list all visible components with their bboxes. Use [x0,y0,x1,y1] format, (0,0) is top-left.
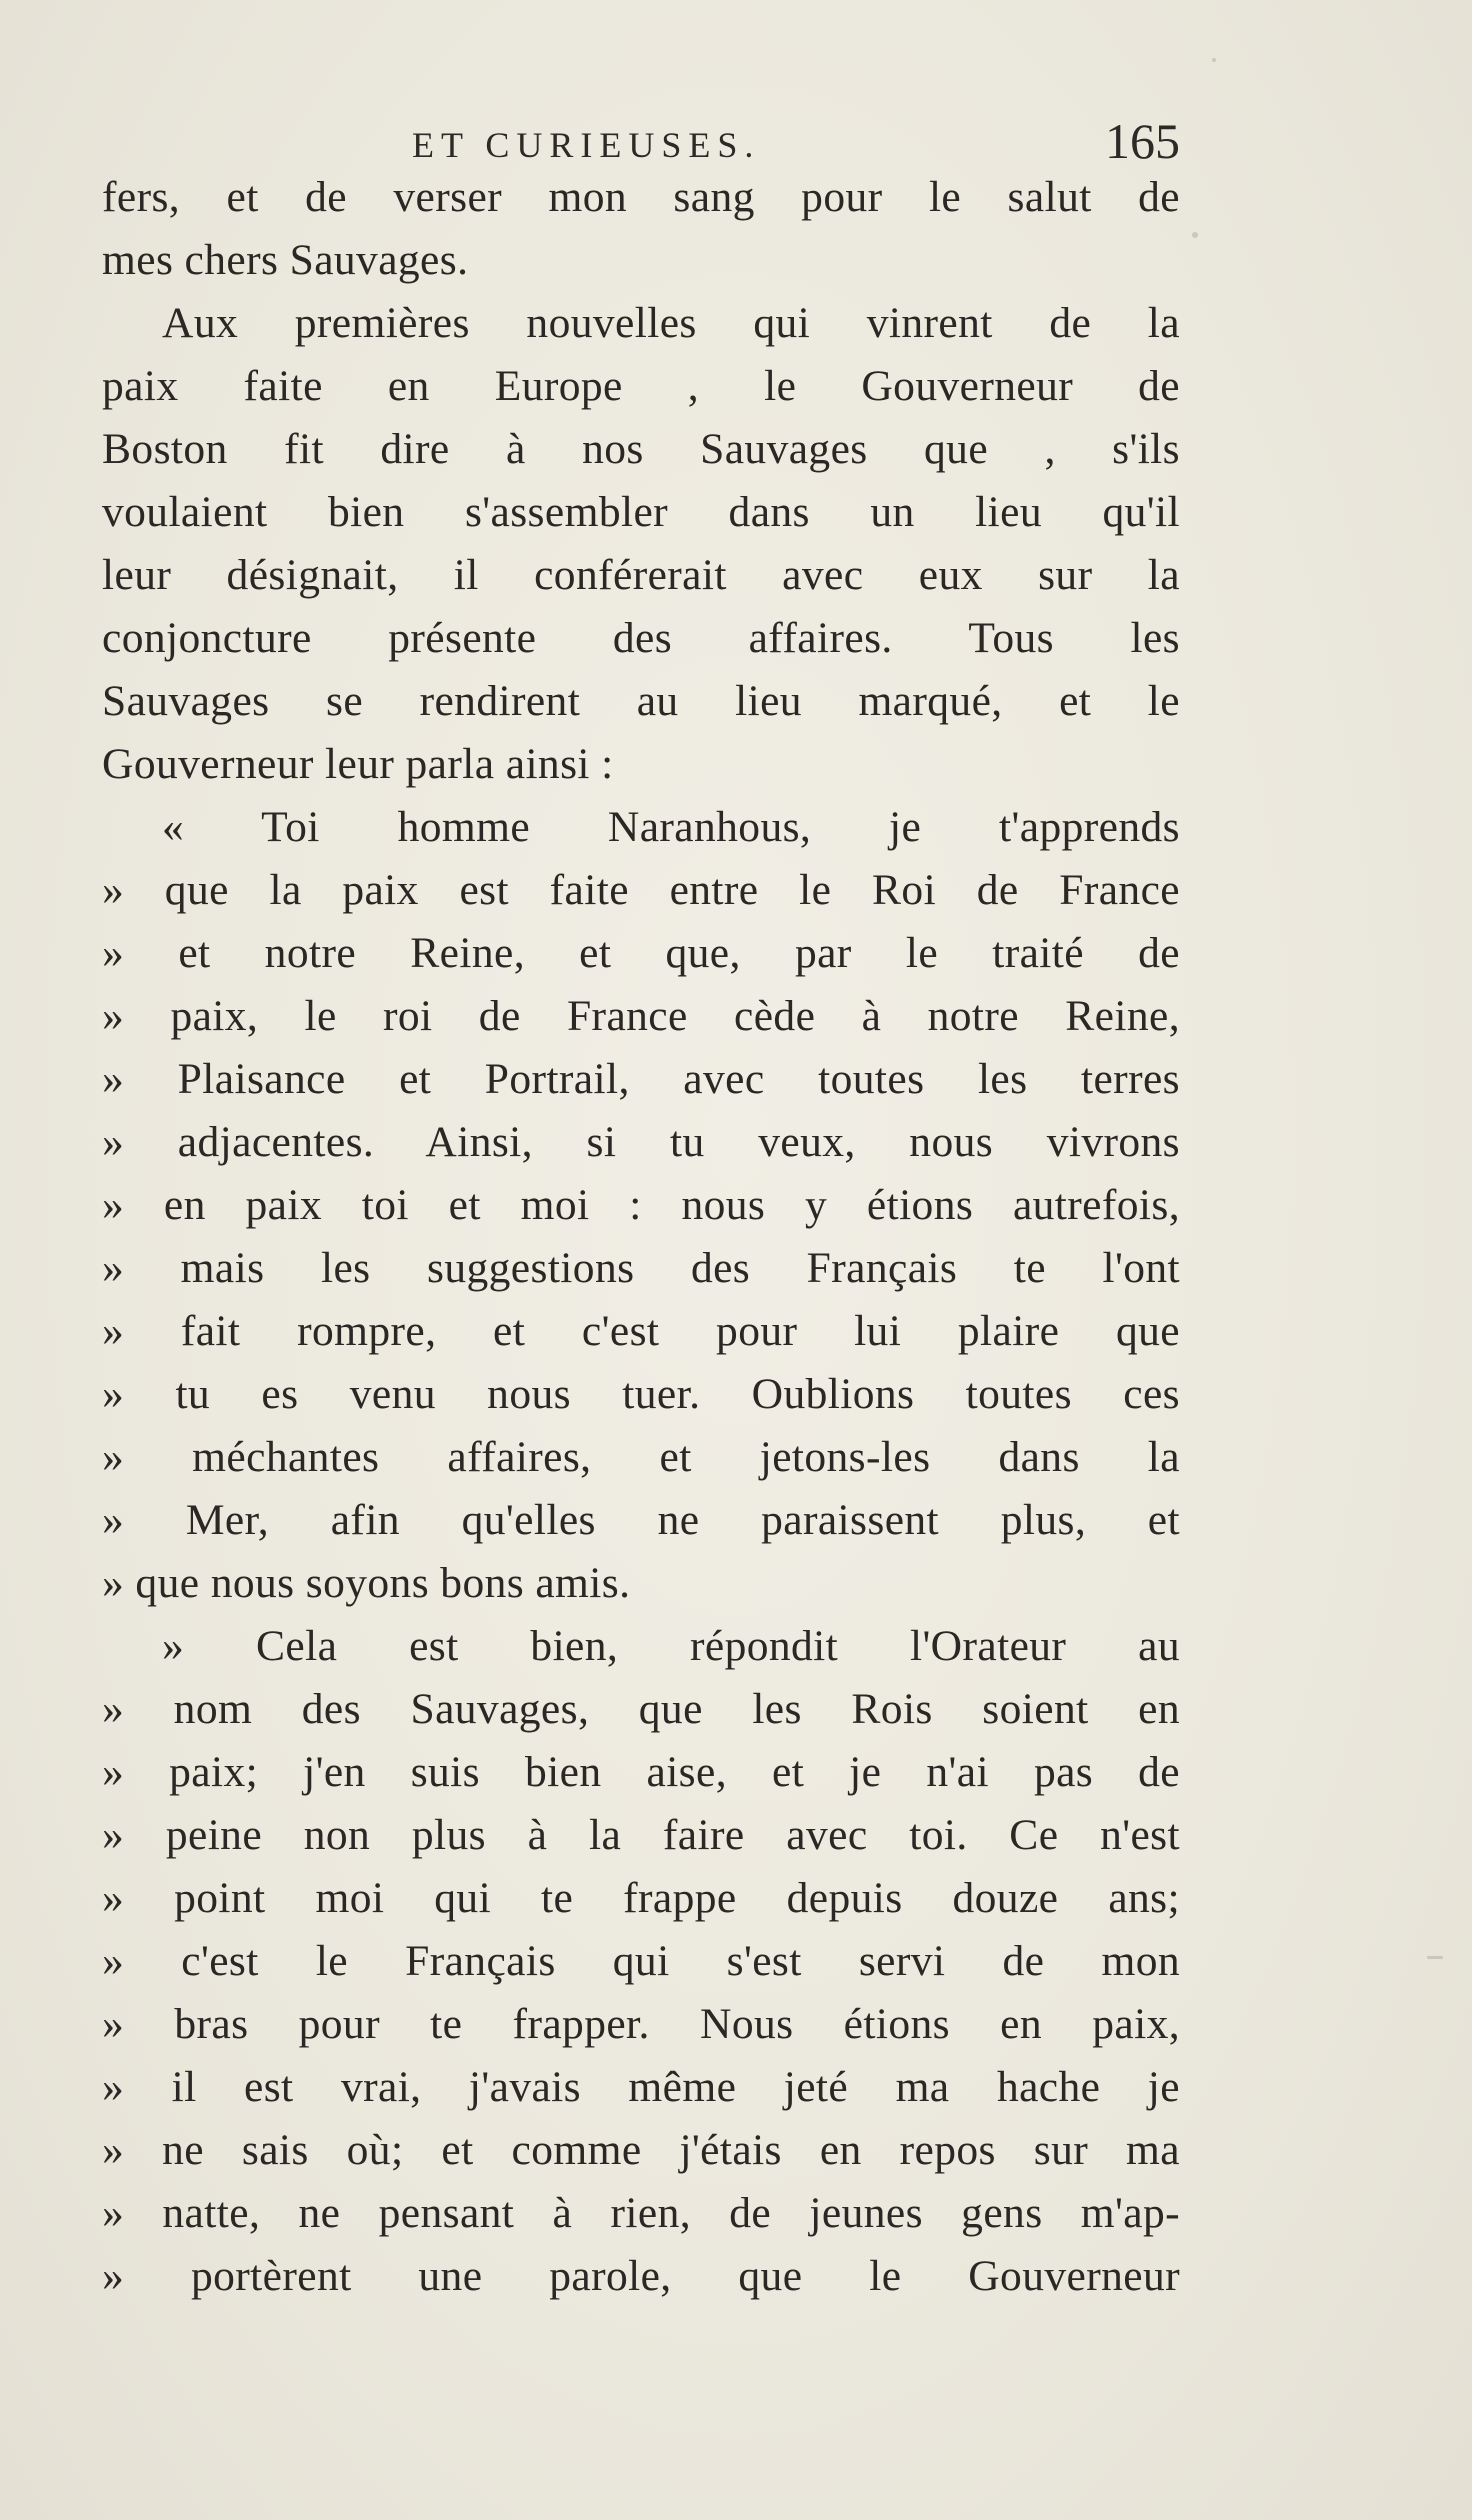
text-line: » fait rompre, et c'est pour lui plaire que [102,1307,1180,1355]
paper-speck [1192,232,1198,238]
text-line: Sauvages se rendirent au lieu marqué, et le [102,677,1180,725]
text-line: » Cela est bien, répondit l'Orateur au [162,1622,1180,1670]
paper-speck [1212,58,1216,62]
text-line: » ne sais où; et comme j'étais en repos sur ma [102,2126,1180,2174]
text-line: » point moi qui te frappe depuis douze ans; [102,1874,1180,1922]
text-line: Boston fit dire à nos Sauvages que , s'ils [102,425,1180,473]
text-line: » Plaisance et Portrail, avec toutes les terres [102,1055,1180,1103]
text-line: » natte, ne pensant à rien, de jeunes gens m'ap- [102,2189,1180,2237]
text-line: » portèrent une parole, que le Gouverneur [102,2252,1180,2300]
text-line: » nom des Sauvages, que les Rois soient en [102,1685,1180,1733]
text-line: » que la paix est faite entre le Roi de France [102,866,1180,914]
text-line: » peine non plus à la faire avec toi. Ce n'est [102,1811,1180,1859]
text-line: » que nous soyons bons amis. [102,1559,631,1607]
text-line: » adjacentes. Ainsi, si tu veux, nous vivrons [102,1118,1180,1166]
text-line: » paix; j'en suis bien aise, et je n'ai pas de [102,1748,1180,1796]
text-line: Gouverneur leur parla ainsi : [102,740,614,788]
text-line: fers, et de verser mon sang pour le salut de [102,173,1180,221]
text-line: mes chers Sauvages. [102,236,469,284]
text-line: paix faite en Europe , le Gouverneur de [102,362,1180,410]
text-line: Aux premières nouvelles qui vinrent de la [162,299,1180,347]
text-line: » bras pour te frapper. Nous étions en paix, [102,2000,1180,2048]
text-line: » en paix toi et moi : nous y étions autrefois, [102,1181,1180,1229]
text-line: leur désignait, il conférerait avec eux sur la [102,551,1180,599]
running-title: ET CURIEUSES. [412,125,761,165]
paper-speck [1427,1956,1443,1959]
text-line: » et notre Reine, et que, par le traité de [102,929,1180,977]
text-line: conjoncture présente des affaires. Tous les [102,614,1180,662]
page-number: 165 [1105,113,1180,169]
text-line: » Mer, afin qu'elles ne paraissent plus, et [102,1496,1180,1544]
text-line: » il est vrai, j'avais même jeté ma hache je [102,2063,1180,2111]
text-line: » c'est le Français qui s'est servi de mon [102,1937,1180,1985]
text-line: « Toi homme Naranhous, je t'apprends [162,803,1180,851]
text-line: » méchantes affaires, et jetons-les dans la [102,1433,1180,1481]
text-line: » mais les suggestions des Français te l'ont [102,1244,1180,1292]
text-line: » paix, le roi de France cède à notre Reine, [102,992,1180,1040]
text-line: voulaient bien s'assembler dans un lieu qu'il [102,488,1180,536]
body-text [102,166,1180,2308]
text-line: » tu es venu nous tuer. Oublions toutes ces [102,1370,1180,1418]
